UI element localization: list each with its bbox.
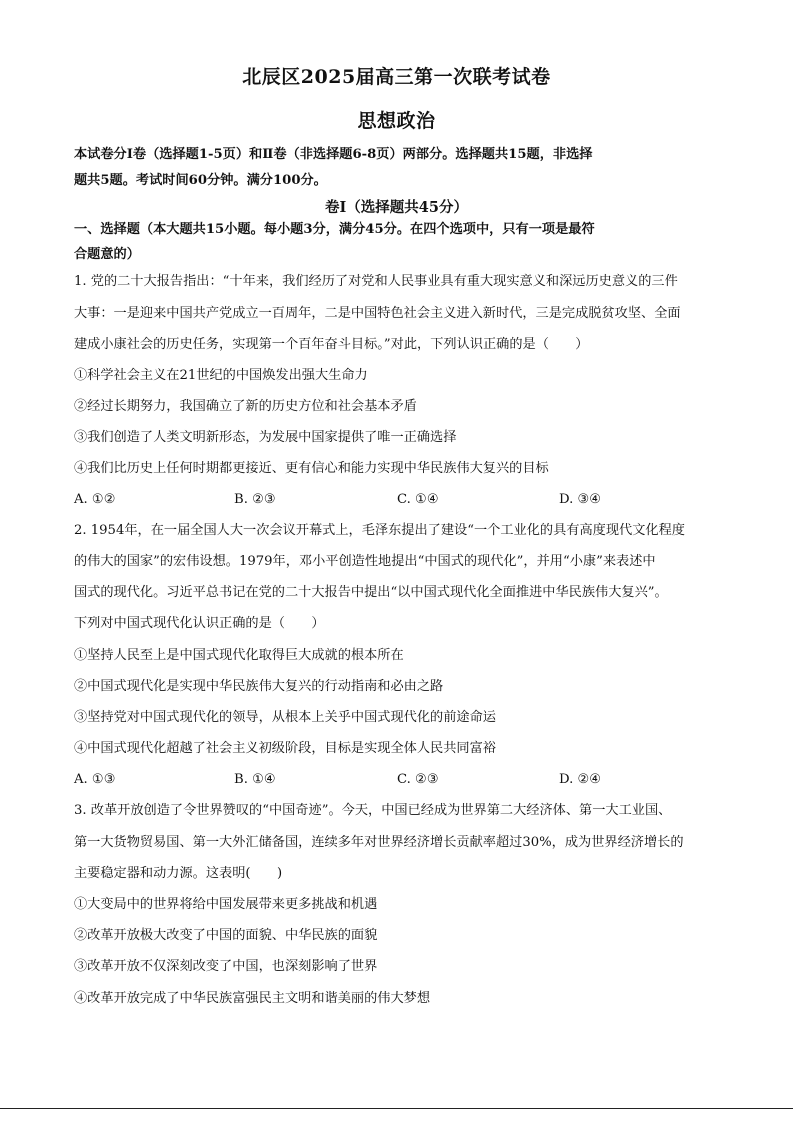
q2-line-2: 的伟大的国家”的宏伟设想。1979年，邓小平创造性地提出“中国式的现代化”，并用“小康”来表述中: [74, 554, 656, 569]
section-heading-line-2: 合题意的）: [74, 247, 140, 262]
q1-line-3: 建成小康社会的历史任务，实现第一个百年奋斗目标。”对此，下列认识正确的是（ ）: [74, 337, 589, 352]
q3-line-1: 3. 改革开放创造了令世界赞叹的“中国奇迹”。今天，中国已经成为世界第二大经济体、第一大工业国、: [74, 803, 672, 818]
q2-option-c[interactable]: C. ②③: [397, 772, 439, 787]
q3-line-2: 第一大货物贸易国、第一大外汇储备国，连续多年对世界经济增长贡献率超过30%，成为世界经济增长的: [74, 835, 684, 850]
q1-statement-3: ③我们创造了人类文明新形态，为发展中国家提供了唯一正确选择: [74, 430, 457, 445]
intro-line-2: 题共5题。考试时间60分钟。满分100分。: [74, 173, 327, 188]
q2-option-b[interactable]: B. ①④: [234, 772, 276, 787]
q1-option-c[interactable]: C. ①④: [397, 492, 439, 507]
volume-heading: 卷Ⅰ（选择题共45分）: [325, 199, 468, 216]
q2-statement-2: ②中国式现代化是实现中华民族伟大复兴的行动指南和必由之路: [74, 679, 444, 694]
q3-statement-3: ③改革开放不仅深刻改变了中国，也深刻影响了世界: [74, 959, 378, 974]
q2-line-3: 国式的现代化。习近平总书记在党的二十大报告中提出“以中国式现代化全面推进中华民族伟大复兴”。: [74, 585, 668, 600]
q1-statement-2: ②经过长期努力，我国确立了新的历史方位和社会基本矛盾: [74, 399, 417, 414]
q1-option-a[interactable]: A. ①②: [74, 492, 116, 507]
q3-line-3: 主要稳定器和动力源。这表明( ): [74, 866, 283, 881]
section-heading-line-1: 一、选择题（本大题共15小题。每小题3分，满分45分。在四个选项中，只有一项是最符: [74, 222, 595, 237]
q1-statement-1: ①科学社会主义在21世纪的中国焕发出强大生命力: [74, 368, 368, 383]
q3-statement-2: ②改革开放极大改变了中国的面貌、中华民族的面貌: [74, 928, 378, 943]
exam-title: 北辰区2025届高三第一次联考试卷: [242, 66, 551, 88]
q2-line-1: 2. 1954年，在一届全国人大一次会议开幕式上，毛泽东提出了建设“一个工业化的具有高度现代文化程度: [74, 523, 685, 538]
q2-line-4: 下列对中国式现代化认识正确的是（ ）: [74, 616, 325, 631]
q1-statement-4: ④我们比历史上任何时期都更接近、更有信心和能力实现中华民族伟大复兴的目标: [74, 461, 549, 476]
q2-statement-1: ①坚持人民至上是中国式现代化取得巨大成就的根本所在: [74, 648, 404, 663]
q1-option-d[interactable]: D. ③④: [559, 492, 602, 507]
q1-line-2: 大事：一是迎来中国共产党成立一百周年，二是中国特色社会主义进入新时代，三是完成脱贫攻坚、全面: [74, 306, 681, 321]
q1-line-1: 1. 党的二十大报告指出：“十年来，我们经历了对党和人民事业具有重大现实意义和深远历史意义的三件: [74, 274, 678, 289]
q2-statement-3: ③坚持党对中国式现代化的领导，从根本上关乎中国式现代化的前途命运: [74, 710, 496, 725]
q1-option-b[interactable]: B. ②③: [234, 492, 276, 507]
subject-title: 思想政治: [357, 110, 436, 132]
q3-statement-4: ④改革开放完成了中华民族富强民主文明和谐美丽的伟大梦想: [74, 991, 431, 1006]
intro-line-1: 本试卷分Ⅰ卷（选择题1-5页）和Ⅱ卷（非选择题6-8页）两部分。选择题共15题，非选择: [74, 147, 593, 162]
page-bottom-divider: [0, 1108, 793, 1109]
q3-statement-1: ①大变局中的世界将给中国发展带来更多挑战和机遇: [74, 897, 378, 912]
q2-statement-4: ④中国式现代化超越了社会主义初级阶段，目标是实现全体人民共同富裕: [74, 741, 496, 756]
q2-option-a[interactable]: A. ①③: [74, 772, 116, 787]
q2-option-d[interactable]: D. ②④: [559, 772, 602, 787]
